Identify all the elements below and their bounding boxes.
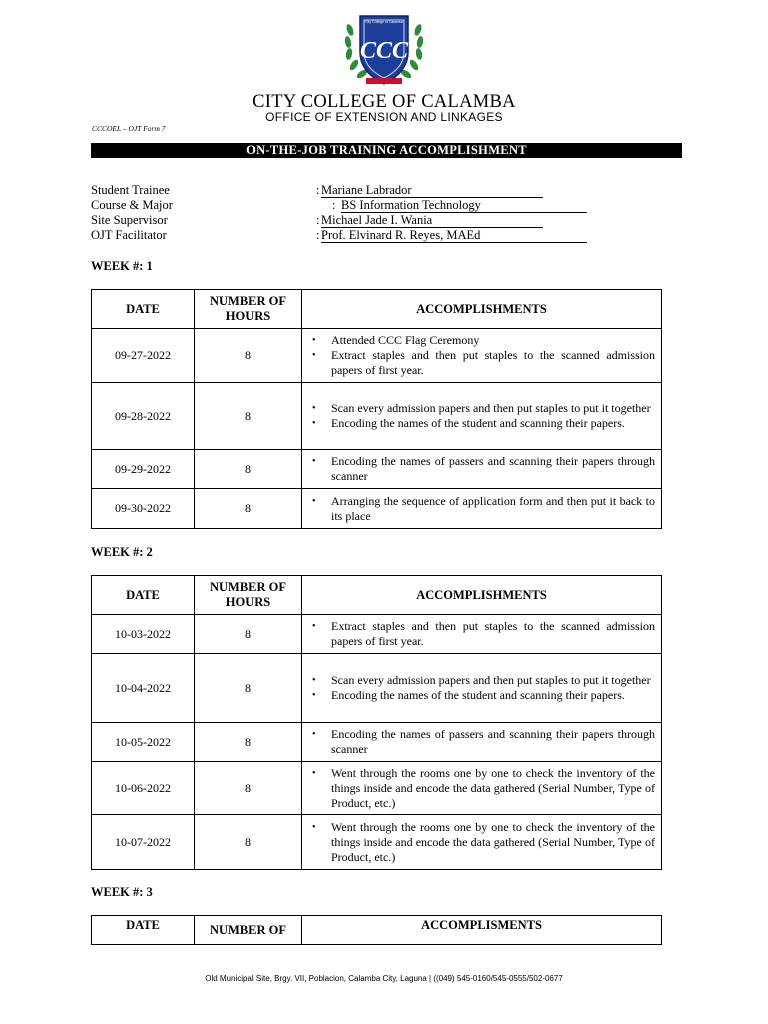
row-hours: 8 [195, 329, 302, 383]
info-value: Mariane Labrador [321, 183, 543, 198]
svg-text:City College of Calamba: City College of Calamba [365, 20, 403, 24]
row-date: 09-29-2022 [92, 450, 195, 489]
row-accomplishments [302, 762, 662, 815]
accomplishment-item: • Encoding the names of passers and scanning their papers through scanner [310, 727, 655, 757]
info-value: Prof. Elvinard R. Reyes, MAEd [321, 228, 587, 243]
info-colon: : [316, 228, 320, 242]
table-row [92, 654, 662, 723]
accomplishment-item: • Arranging the sequence of application form and then put it back to its place [310, 494, 655, 524]
col-header-date: DATE [92, 576, 195, 615]
week-1-table [91, 289, 662, 529]
accomplishment-item: • Encoding the names of the student and scanning their papers. [310, 688, 655, 703]
office-name: OFFICE OF EXTENSION AND LINKAGES [265, 110, 503, 124]
week-2-title: WEEK #: 2 [91, 545, 153, 559]
row-date: 10-03-2022 [92, 615, 195, 654]
hours-header-line2: HOURS [225, 595, 271, 609]
table-row [92, 815, 662, 870]
table-row [92, 762, 662, 815]
row-accomplishments [302, 615, 662, 654]
table-row [92, 383, 662, 450]
info-label: Course & Major [91, 198, 173, 212]
col-header-accomplishments: ACCOMPLISHMENTS [302, 576, 662, 615]
info-value: BS Information Technology [341, 198, 587, 213]
row-hours: 8 [195, 815, 302, 870]
accomplishment-item: • Extract staples and then put staples to the scanned admission papers of first year. [310, 619, 655, 649]
row-hours: 8 [195, 450, 302, 489]
col-header-date: DATE [92, 916, 195, 945]
row-date: 10-07-2022 [92, 815, 195, 870]
accomplishment-item: • Scan every admission papers and then put staples to put it together [310, 401, 655, 416]
info-colon: : [316, 183, 320, 197]
row-date: 09-30-2022 [92, 489, 195, 529]
row-hours: 8 [195, 654, 302, 723]
row-accomplishments [302, 489, 662, 529]
hours-header-line1: NUMBER OF [209, 294, 287, 308]
info-colon: : [332, 198, 336, 212]
table-row [92, 615, 662, 654]
row-date: 10-05-2022 [92, 723, 195, 762]
col-header-date: DATE [92, 290, 195, 329]
row-hours: 8 [195, 489, 302, 529]
row-date: 09-27-2022 [92, 329, 195, 383]
row-accomplishments [302, 654, 662, 723]
row-accomplishments [302, 383, 662, 450]
table-row [92, 329, 662, 383]
row-accomplishments [302, 723, 662, 762]
accomplishment-item: • Scan every admission papers and then put staples to put it together [310, 673, 655, 688]
row-date: 10-04-2022 [92, 654, 195, 723]
table-header-row [92, 916, 662, 945]
row-hours: 8 [195, 723, 302, 762]
table-header-row [92, 290, 662, 329]
table-row [92, 489, 662, 529]
table-row [92, 723, 662, 762]
table-header-row [92, 576, 662, 615]
week-3-table [91, 915, 662, 945]
row-hours: 8 [195, 615, 302, 654]
week-3-title: WEEK #: 3 [91, 885, 153, 899]
row-date: 09-28-2022 [92, 383, 195, 450]
accomplishment-item: • Attended CCC Flag Ceremony [310, 333, 655, 348]
row-accomplishments [302, 329, 662, 383]
accomplishment-item: • Extract staples and then put staples to the scanned admission papers of first year. [310, 348, 655, 378]
accomplishment-item: • Went through the rooms one by one to check the inventory of the things inside and encode the data gathered (Serial Number, Type of Product, etc.) [310, 766, 655, 811]
college-logo [338, 8, 430, 90]
week-2-table [91, 575, 662, 870]
accomplishment-item: • Went through the rooms one by one to check the inventory of the things inside and encode the data gathered (Serial Number, Type of Product, etc.) [310, 820, 655, 865]
col-header-hours: NUMBER OF [195, 916, 302, 945]
hours-header-line2: HOURS [225, 309, 271, 323]
row-accomplishments [302, 815, 662, 870]
svg-text:CCC: CCC [359, 38, 409, 64]
col-header-accomplishments: ACCOMPLISMENTS [302, 916, 662, 945]
college-name: CITY COLLEGE OF CALAMBA [252, 92, 516, 112]
row-hours: 8 [195, 383, 302, 450]
form-title-banner: ON-THE-JOB TRAINING ACCOMPLISHMENT [91, 143, 682, 158]
accomplishment-item: • Encoding the names of passers and scanning their papers through scanner [310, 454, 655, 484]
row-date: 10-06-2022 [92, 762, 195, 815]
info-value: Michael Jade I. Wania [321, 213, 543, 228]
row-hours: 8 [195, 762, 302, 815]
week-1-title: WEEK #: 1 [91, 259, 153, 273]
form-code: CCCOEL – OJT Form 7 [92, 124, 166, 133]
info-colon: : [316, 213, 320, 227]
col-header-hours [195, 576, 302, 615]
info-label: Student Trainee [91, 183, 170, 197]
accomplishment-item: • Encoding the names of the student and scanning their papers. [310, 416, 655, 431]
hours-header-line1: NUMBER OF [209, 580, 287, 594]
col-header-hours [195, 290, 302, 329]
footer-address: Old Municipal Site, Brgy. VII, Poblacion, Calamba City, Laguna | ((049) 545-0160/545-0555/502-0677 [205, 974, 563, 983]
info-label: Site Supervisor [91, 213, 168, 227]
col-header-accomplishments: ACCOMPLISHMENTS [302, 290, 662, 329]
table-row [92, 450, 662, 489]
row-accomplishments [302, 450, 662, 489]
info-label: OJT Facilitator [91, 228, 167, 242]
